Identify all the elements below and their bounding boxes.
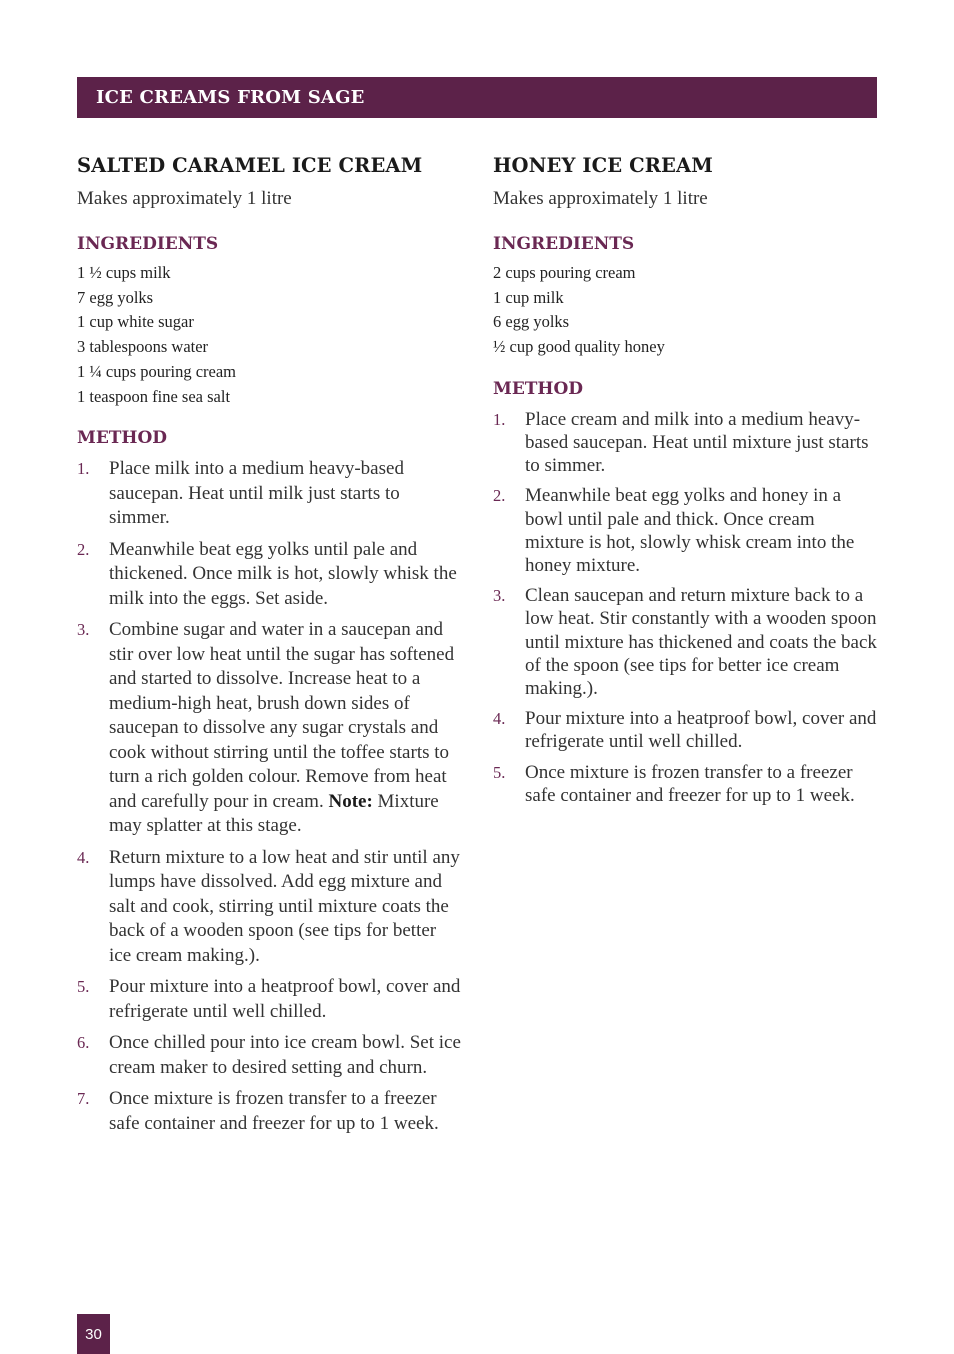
method-step: [493, 408, 878, 478]
recipe-honey: [493, 150, 878, 814]
step-text: Clean saucepan and return mixture back to a low heat. Stir constantly with a wooden spoon until mixture has thickened and coats the back of the spoon (see tips for better ice cream making.).: [525, 585, 877, 700]
ingredient-item: 6 egg yolks: [493, 312, 570, 332]
method-step: [493, 761, 878, 807]
note-text: Mixture may splatter at this stage.: [109, 790, 439, 837]
step-text: Place cream and milk into a medium heavy-based saucepan. Heat until mixture just starts to simmer.: [525, 408, 869, 477]
recipe-title: HONEY ICE CREAM: [493, 154, 713, 177]
step-number: 3.: [493, 586, 506, 606]
method-heading: METHOD: [77, 428, 168, 449]
method-step: [77, 618, 462, 839]
step-number: 2.: [493, 486, 506, 506]
note-label: Note:: [328, 790, 373, 812]
step-text: Meanwhile beat egg yolks until pale and thickened. Once milk is hot, slowly whisk the milk into the eggs. Set aside.: [109, 538, 457, 609]
recipe-title: SALTED CARAMEL ICE CREAM: [77, 154, 423, 177]
step-text: Once mixture is frozen transfer to a freezer safe container and freezer for up to 1 week.: [109, 1088, 439, 1134]
method-step: [493, 584, 878, 700]
ingredient-item: 2 cups pouring cream: [493, 263, 636, 282]
step-number: 3.: [77, 620, 90, 640]
step-text-with-note: [109, 618, 462, 839]
step-text: Once chilled pour into ice cream bowl. Set ice cream maker to desired setting and churn.: [109, 1032, 461, 1078]
banner-title: ICE CREAMS FROM SAGE: [96, 87, 365, 108]
recipe-yield: Makes approximately 1 litre: [77, 188, 292, 209]
step-number: 2.: [77, 539, 90, 559]
section-banner: [77, 77, 877, 118]
ingredient-item: 1 cup white sugar: [77, 312, 194, 332]
page-number: 30: [77, 1314, 110, 1354]
method-step: [493, 707, 878, 753]
step-number: 5.: [493, 762, 506, 782]
step-number: 6.: [77, 1033, 90, 1053]
ingredient-item: 7 egg yolks: [77, 287, 154, 307]
method-list: [77, 457, 462, 1136]
step-text: Pour mixture into a heatproof bowl, cover and refrigerate until well chilled.: [109, 976, 461, 1022]
step-text: Return mixture to a low heat and stir until any lumps have dissolved. Add egg mixture and salt and cook, stirring until mixture coats the back of a wooden spoon (see tips for better ice cream making.).: [109, 846, 460, 966]
method-list: [493, 408, 878, 807]
recipe-yield: Makes approximately 1 litre: [493, 188, 708, 209]
step-text: Once mixture is frozen transfer to a freezer safe container and freezer for up to 1 week.: [525, 761, 855, 806]
recipe-salted-caramel: [77, 150, 462, 1143]
ingredients-heading: INGREDIENTS: [493, 234, 635, 254]
step-text: Meanwhile beat egg yolks and honey in a bowl until pale and thick. Once cream mixture is hot, slowly whisk cream into the honey mixture.: [525, 485, 855, 577]
method-step: [77, 975, 462, 1024]
ingredients-list: [77, 261, 462, 409]
step-number: 1.: [77, 459, 90, 479]
step-text: Pour mixture into a heatproof bowl, cover and refrigerate until well chilled.: [525, 708, 877, 753]
ingredient-item: 1 teaspoon fine sea salt: [77, 386, 231, 406]
step-number: 4.: [493, 709, 506, 729]
step-number: 4.: [77, 847, 90, 867]
ingredient-item: 1 cup milk: [493, 287, 564, 307]
ingredient-item: ½ cup good quality honey: [493, 337, 665, 357]
method-step: [77, 1031, 462, 1080]
method-heading: METHOD: [493, 378, 584, 399]
step-number: 7.: [77, 1089, 90, 1109]
step-number: 1.: [493, 409, 506, 429]
method-step: [493, 484, 878, 577]
ingredients-list: [493, 261, 878, 360]
ingredients-heading: INGREDIENTS: [77, 234, 219, 254]
step-text: Combine sugar and water in a saucepan and stir over low heat until the sugar has softened and started to dissolve. Increase heat to a medium-high heat, brush down sides of saucepan to dissolve any sugar crystals and cook without stirring until the toffee starts to turn a rich golden colour. Remove from heat and carefully pour in cream.: [109, 619, 455, 812]
method-step: [77, 846, 462, 969]
step-text: Place milk into a medium heavy-based saucepan. Heat until milk just starts to simmer.: [109, 458, 404, 529]
method-step: [77, 1087, 462, 1136]
method-step: [77, 457, 462, 531]
ingredient-item: 3 tablespoons water: [77, 337, 209, 357]
method-step: [77, 538, 462, 612]
ingredient-item: 1 ¼ cups pouring cream: [77, 361, 236, 381]
step-number: 5.: [77, 977, 90, 997]
ingredient-item: 1 ½ cups milk: [77, 263, 171, 282]
